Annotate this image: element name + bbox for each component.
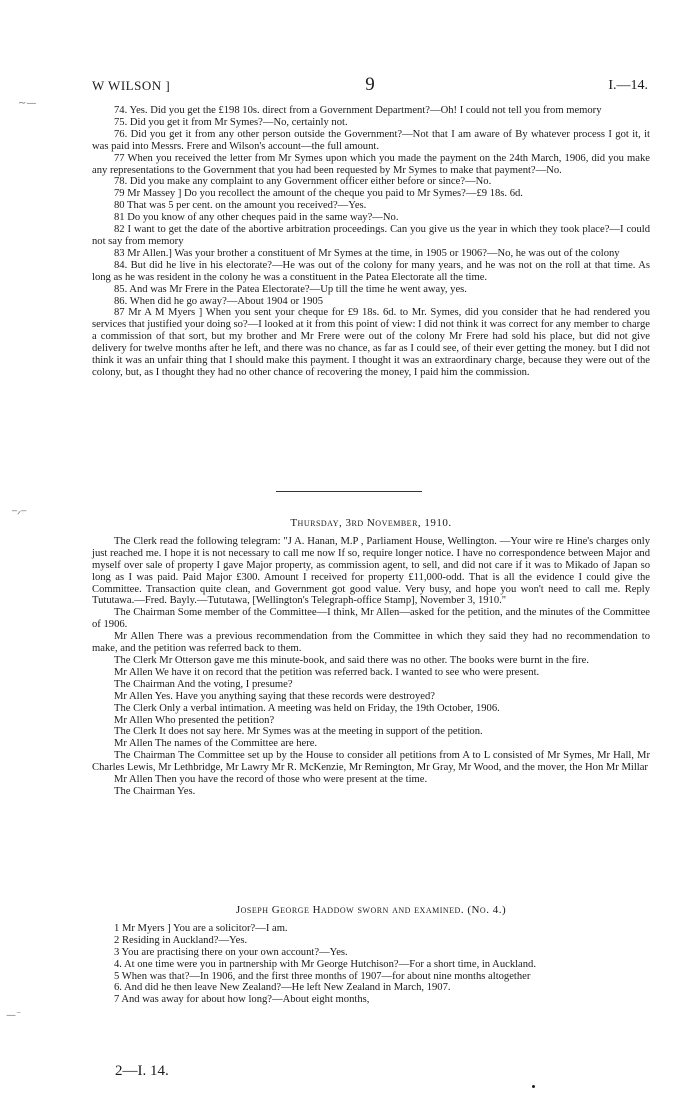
paragraph: Mr Allen Yes. Have you anything saying that these records were destroyed? <box>114 690 435 702</box>
paragraph: 78. Did you make any complaint to any Government officer either before or since?—No. <box>114 176 492 188</box>
paragraph: 4. At one time were you in partnership with Mr George Hutchison?—For a short time, in Auckland. <box>114 958 537 970</box>
paragraph: 84. But did he live in his electorate?—He was out of the colony for many years, and he was not on the roll at that time. As long as he was resident in the colony he was a constituent in the Patea Electorate all the time. <box>92 259 650 283</box>
paragraph: 85. And was Mr Frere in the Patea Electorate?—Up till the time he went away, yes. <box>114 283 467 295</box>
paragraph: The Chairman Yes. <box>114 785 196 797</box>
thursday-section <box>92 518 650 798</box>
page-header <box>92 74 648 98</box>
paragraph: 7 And was away for about how long?—About eight months, <box>114 994 370 1006</box>
page-signature-mark: 2—I. 14. <box>115 1063 169 1079</box>
section-date-heading: Thursday, 3rd November, 1910. <box>290 517 452 529</box>
page-number: 9 <box>365 74 375 95</box>
paragraph: 80 That was 5 per cent. on the amount you received?—Yes. <box>114 200 367 212</box>
paragraph: The Chairman And the voting, I presume? <box>114 678 293 690</box>
paragraph: 5 When was that?—In 1906, and the first three months of 1907—for about nine months altogether <box>114 970 531 982</box>
margin-mark: ‾ᐟ‾ <box>12 510 27 521</box>
witness-section <box>92 905 650 1006</box>
paragraph: 82 I want to get the date of the abortive arbitration proceedings. Can you give us the year in which they took place?—I could not say from memory <box>92 224 650 247</box>
paragraph: 74. Yes. Did you get the £198 10s. direct from a Government Department?—Oh! I could not tell you from memory <box>114 105 602 116</box>
paragraph: The Chairman Some member of the Committee—I think, Mr Allen—asked for the petition, and the minutes of the Committee of 1906. <box>92 607 650 631</box>
paragraph: 79 Mr Massey ] Do you recollect the amount of the cheque you paid to Mr Symes?—£9 18s. 6d. <box>114 188 523 200</box>
header-witness-name: W WILSON ] <box>92 78 171 93</box>
ink-speck <box>532 1085 535 1088</box>
paragraph: 86. When did he go away?—About 1904 or 1905 <box>114 295 323 307</box>
paragraph: Mr Allen Then you have the record of those who were present at the time. <box>114 774 428 786</box>
witness-heading: Joseph George Haddow sworn and examined. (No. 4.) <box>235 904 507 916</box>
document-reference: I.—14. <box>608 78 648 93</box>
paragraph: Mr Allen There was a previous recommendation from the Committee in which they said they had no recommendation to make, and the petition was referred back to them. <box>92 631 650 655</box>
paragraph: Mr Allen The names of the Committee are here. <box>114 738 318 750</box>
paragraph: Mr Allen We have it on record that the petition was referred back. I wanted to see who were present. <box>114 666 540 678</box>
paragraph: 1 Mr Myers ] You are a solicitor?—I am. <box>114 922 288 934</box>
paragraph: The Clerk read the following telegram: "J A. Hanan, M.P , Parliament House, Wellington. —Your wire re Hine's charges only just reached me. I hope it is not necessary to call me now If so, require longer notice. I have no correspondence between Major and myself over sale of property I gave Major property, as commission agent, to sell, and did not care if it was to Mikado of Japan so long as I was paid. Paid Major £300. Amount I received for property £11,000-odd. That is all the evidence I could give the Committee. Transaction quite clean, and Government got good value. Very busy, and hope you won't need to call me. Reply Tututawa.—Fred. Bayly.—Tututawa, [Wellington's Telegraph-office Stamp], November 3, 1910." <box>92 535 650 607</box>
paragraph: 75. Did you get it from Mr Symes?—No, certainly not. <box>114 116 348 128</box>
paragraph: 76. Did you get it from any other person outside the Government?—Not that I am aware of By whatever process I got it, it was paid into Messrs. Frere and Wilson's account—the full amount. <box>92 128 650 152</box>
paragraph: The Clerk It does not say here. Mr Symes was at the meeting in support of the petition. <box>114 726 483 738</box>
paragraph: 3 You are practising there on your own account?—Yes. <box>114 946 348 958</box>
section-divider <box>276 491 422 492</box>
paragraph: 83 Mr Allen.] Was your brother a constituent of Mr Symes at the time, in 1905 or 1906?—No, he was out of the colony <box>114 247 620 259</box>
margin-mark: —⁻ <box>6 1010 22 1021</box>
evidence-top-section <box>92 105 650 379</box>
paragraph: 87 Mr A M Myers ] When you sent your cheque for £9 18s. 6d. to Mr. Symes, did you consider that he had rendered you services that justified your doing so?—I looked at it from this point of view: I did not think it was correct for any member to charge a commission of that sort, but my brother and Mr Frere were out of the colony Mr Frere had sold his place, but did not give delivery for twelve months after he left, and there was no chance, as far as I could see, of their ever getting the money. but I did not think it was an unfair thing that I should make this payment. I thought it was an extraordinary charge, because they were out of the colony, but, as I thought they had no other chance of recovering the money, I paid him the commission. <box>92 307 650 378</box>
paragraph: The Clerk Mr Otterson gave me this minute-book, and said there was no other. The books were burnt in the fire. <box>114 654 589 666</box>
margin-mark: ~— <box>18 98 37 109</box>
paragraph: 6. And did he then leave New Zealand?—He left New Zealand in March, 1907. <box>114 982 451 994</box>
paragraph: Mr Allen Who presented the petition? <box>114 714 275 726</box>
paragraph: The Clerk Only a verbal intimation. A meeting was held on Friday, the 19th October, 1906. <box>114 702 500 714</box>
paragraph: 77 When you received the letter from Mr Symes upon which you made the payment on the 24th March, 1906, did you make any representations to the Government that you had been requested by Mr Symes to make that payment?—No. <box>92 152 650 176</box>
paragraph: 81 Do you know of any other cheques paid in the same way?—No. <box>114 212 399 224</box>
paragraph: The Chairman The Committee set up by the House to consider all petitions from A to L consisted of Mr Symes, Mr Hall, Mr Charles Lewis, Mr Lethbridge, Mr Lawry Mr R. McKenzie, Mr Remington, Mr Gray, Mr Wood, and the mover, the Hon Mr Millar <box>92 750 650 774</box>
paragraph: 2 Residing in Auckland?—Yes. <box>114 934 248 946</box>
